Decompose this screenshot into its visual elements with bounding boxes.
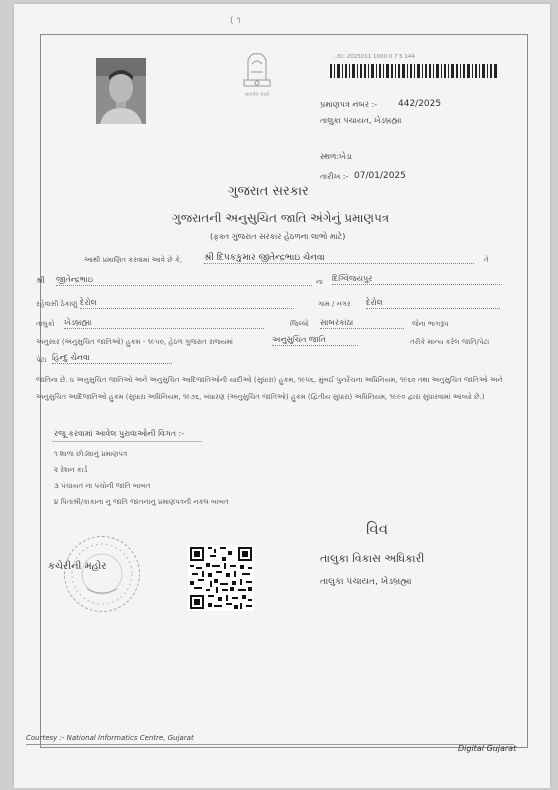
intro-text: આથી પ્રમાણિત કરવામાં આવે છે કે,	[84, 256, 183, 264]
sc-text-2: તરીકે માન્ય કરેલ જાતિ/પેટા	[410, 338, 490, 346]
document-item: ૨ રેશન કાર્ડ	[54, 466, 88, 474]
place-label: સ્થળ:ખેડા	[320, 152, 352, 161]
sc-text-1: અનુસાર (અનુસુચિત જાતિઓ) હુકમ - ૧૯૫૦, હેઠળ ગુજરાત રાજ્યમાં	[36, 338, 234, 346]
village: દિગ્વિજયપુર	[332, 274, 502, 285]
sc-caste: અનુસુચિત જાતિ	[272, 335, 358, 346]
certificate-page	[14, 4, 550, 788]
sub-caste: હિન્દુ ચેનવા	[52, 353, 172, 364]
officer-title: તાલુકા વિકાસ અધિકારી	[320, 552, 425, 565]
father-name: જીતેન્દ્રભાઇ	[56, 275, 312, 286]
issue-date: 07/01/2025	[354, 171, 406, 181]
verification-qr-code	[188, 545, 254, 611]
date-label: તારીખ :-	[320, 172, 349, 181]
district-label: જિલ્લો	[290, 320, 309, 328]
digital-gujarat-brand: Digital Gujarat	[458, 744, 517, 753]
applicant-name: શ્રી દિપકકુમાર જીતેન્દ્રભાઇ ચેનવા	[204, 253, 474, 264]
cert-no-label: પ્રમાણપત્ર નંબર :-	[320, 100, 378, 109]
district-suffix: જેના ભાગરૂપ	[412, 320, 449, 328]
applicant-suffix: તે	[484, 256, 489, 264]
sub-caste-prefix: પેટા	[36, 356, 47, 364]
documents-title-underline	[52, 441, 202, 442]
certificate-title: ગુજરાતની અનુસુચિત જાતિ અંગેનું પ્રમાણપત્ર	[172, 211, 390, 225]
father-prefix: શ્રી	[36, 276, 45, 285]
certificate-subtitle: (ફક્ત ગુજરાત સરકાર હેઠળના લાભો માટે)	[210, 232, 346, 241]
svg-text:सत्यमेव जयते: सत्यमेव जयते	[244, 92, 270, 98]
resident: દેરોલ	[80, 298, 294, 309]
taluka-label: તાલુકો	[36, 320, 55, 328]
document-item: ૧ શાળા છોડ્યાનું પ્રમાણપત્ર	[54, 450, 128, 458]
cert-no: 442/2025	[398, 99, 442, 109]
page-mark: ( ૧	[230, 16, 241, 26]
office-seal	[64, 536, 140, 612]
applicant-photo	[96, 58, 146, 124]
document-item: ૪ પિતાશ્રી/કાકાના નુ જાતિ જાતનાનું પ્રમાણપત્રની નકલ બાબત	[54, 498, 229, 506]
office-top: તાલુકા પંચાયત, ખેડબ્રહ્મા	[320, 116, 402, 125]
gam-label: ગામ / નગર	[318, 300, 351, 308]
taluka: ખેડબ્રહ્મા	[64, 318, 264, 329]
resident-label: રહેવાસી ઠેકાણું	[36, 300, 78, 308]
courtesy-text: Courtesy :- National Informatics Centre, Gujarat	[26, 734, 194, 742]
documents-title: રજૂ કરવામાં આવેલ પુરાવાઓની વિગત :-	[54, 429, 185, 438]
gam: દેરોલ	[366, 298, 500, 309]
legal-paragraph: જાતિના છે. ધ અનુસુચિત જાતિઓ અને અનુસુચિત આદિજાતિઓની યાદીઓ (સુધારા) હુકમ, ૧૯૫૬, મુંબઈ પુનર્રચના અધિનિયમ, ૧૯૬૦ તથા અનુસુચિત જાતિઓ અને અનુસુચિત આદિજાતિઓ હુકમ (સુધારા અધિનિયમ, ૧૯૭૬, બંધારણ (અનુસુચિત જાતિઓ) હુકમ (દ્વિતીય સુધારા) અધિનિયમ, ૧૯૯૦ દ્વારા સુધારવામાં આવ્યો છે.)	[36, 376, 503, 401]
government-title: ગુજરાત સરકાર	[228, 184, 309, 199]
barcode-text: ...ID: 2025011 1000 0 7 5 144	[332, 54, 415, 60]
officer-signature: વિવ	[366, 520, 389, 538]
footer-divider	[26, 744, 514, 745]
village-label: ના	[316, 278, 323, 286]
district: સાબરકાંઠા	[320, 318, 404, 329]
national-emblem-icon	[238, 44, 276, 104]
officer-office: તાલુકા પંચાયત, ખેડબ્રહ્મા	[320, 577, 412, 587]
seal-text: કચેરીની મહોર	[48, 561, 107, 572]
document-item: ૩ પંચાયત ના પંચોની જાતિ બાબત	[54, 482, 151, 490]
